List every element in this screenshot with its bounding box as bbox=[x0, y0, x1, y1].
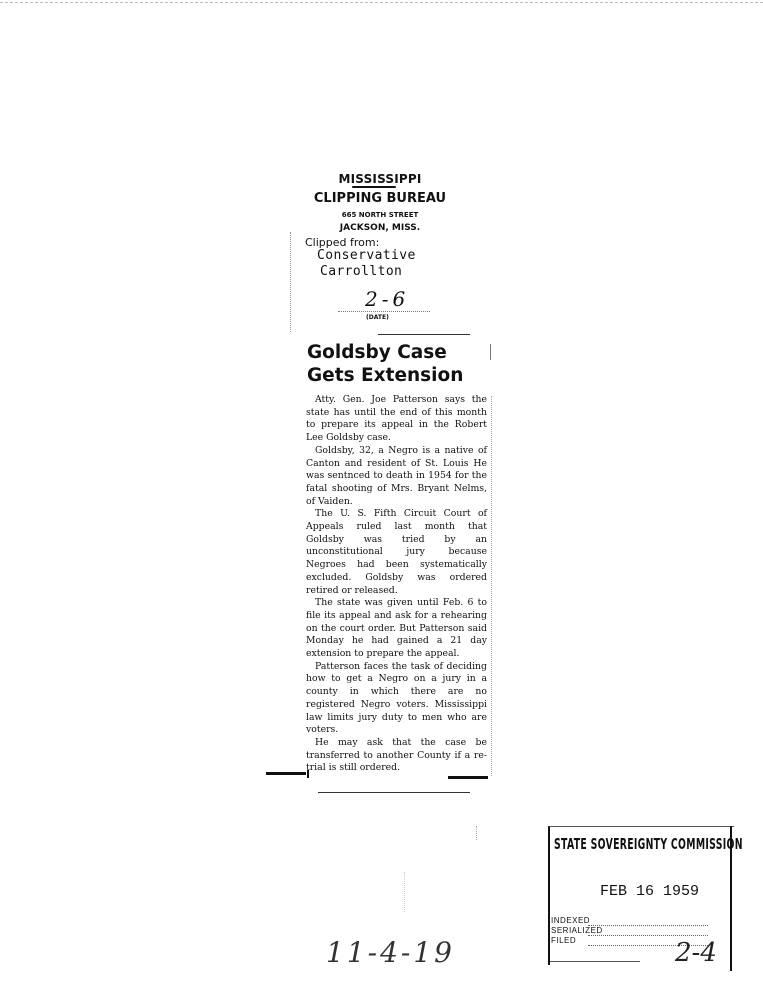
stamp-serialized-label: SERIALIZED bbox=[551, 926, 603, 935]
newspaper-name: Conservative bbox=[317, 248, 416, 263]
clipped-from-label: Clipped from: bbox=[305, 236, 380, 249]
headline-line-1: Goldsby Case bbox=[307, 342, 447, 363]
clip-edge-mark bbox=[490, 344, 491, 360]
stamp-date: FEB 16 1959 bbox=[600, 883, 700, 900]
stamp-field-line bbox=[588, 925, 708, 926]
stamp-filed-label: FILED bbox=[551, 936, 577, 945]
article-paragraph: The state was given until Feb. 6 to file its appeal and ask for a rehearing on the court order. But Patterson said Monday he had gained a 21 day extension to prepare the appeal. bbox=[306, 597, 487, 660]
bureau-title: CLIPPING BUREAU bbox=[313, 191, 447, 206]
stamp-base-line bbox=[550, 961, 640, 962]
handwritten-note: 11-4-19 bbox=[326, 936, 455, 969]
newspaper-city: Carrollton bbox=[320, 264, 403, 279]
stamp-field-line bbox=[588, 935, 708, 936]
clip-right-edge bbox=[491, 396, 492, 776]
stamp-indexed-label: INDEXED bbox=[551, 916, 591, 925]
bureau-name: MISSISSIPPI bbox=[338, 172, 422, 186]
faint-mark bbox=[476, 826, 477, 840]
article-paragraph: Atty. Gen. Joe Patterson says the state has until the end of this month to prepare its appeal in the Robert Lee Goldsby case. bbox=[306, 394, 487, 444]
left-pointer-mark bbox=[266, 772, 306, 775]
article-headline bbox=[307, 341, 463, 387]
article-top-rule bbox=[378, 334, 470, 335]
bureau-underline bbox=[352, 186, 396, 188]
clip-edge-mark bbox=[290, 232, 291, 332]
right-pointer-mark bbox=[448, 776, 488, 779]
handwritten-date: 2-6 bbox=[365, 287, 410, 311]
top-dashed-edge bbox=[0, 2, 763, 3]
article-body bbox=[306, 394, 487, 775]
bureau-street: 665 NORTH STREET bbox=[341, 211, 419, 219]
bureau-city: JACKSON, MISS. bbox=[339, 223, 421, 233]
article-paragraph: The U. S. Fifth Circuit Court of Appeals ruled last month that Goldsby was tried by an unconstitutional jury because Negroes had been systematically excluded. Goldsby was ordered retired or released. bbox=[306, 508, 487, 596]
faint-mark bbox=[404, 872, 405, 912]
article-paragraph: Goldsby, 32, a Negro is a native of Canton and resident of St. Louis He was sentnced to death in 1954 for the fatal shooting of Mrs. Bryant Nelms, of Vaiden. bbox=[306, 444, 487, 507]
date-label: (DATE) bbox=[366, 314, 389, 321]
article-paragraph: He may ask that the case be transferred to another County if a re-trial is still ordered. bbox=[306, 736, 487, 774]
article-bottom-rule bbox=[318, 792, 470, 793]
stamp-handwritten-mark: 2-4 bbox=[675, 938, 717, 968]
article-paragraph: Patterson faces the task of deciding how to get a Negro on a jury in a county in which there are no registered Negro voters. Mississippi law limits jury duty to men who are voters. bbox=[306, 660, 487, 736]
date-line bbox=[338, 311, 430, 312]
headline-line-2: Gets Extension bbox=[307, 365, 464, 386]
stamp-title: STATE SOVEREIGNTY COMMISSION bbox=[554, 835, 743, 853]
